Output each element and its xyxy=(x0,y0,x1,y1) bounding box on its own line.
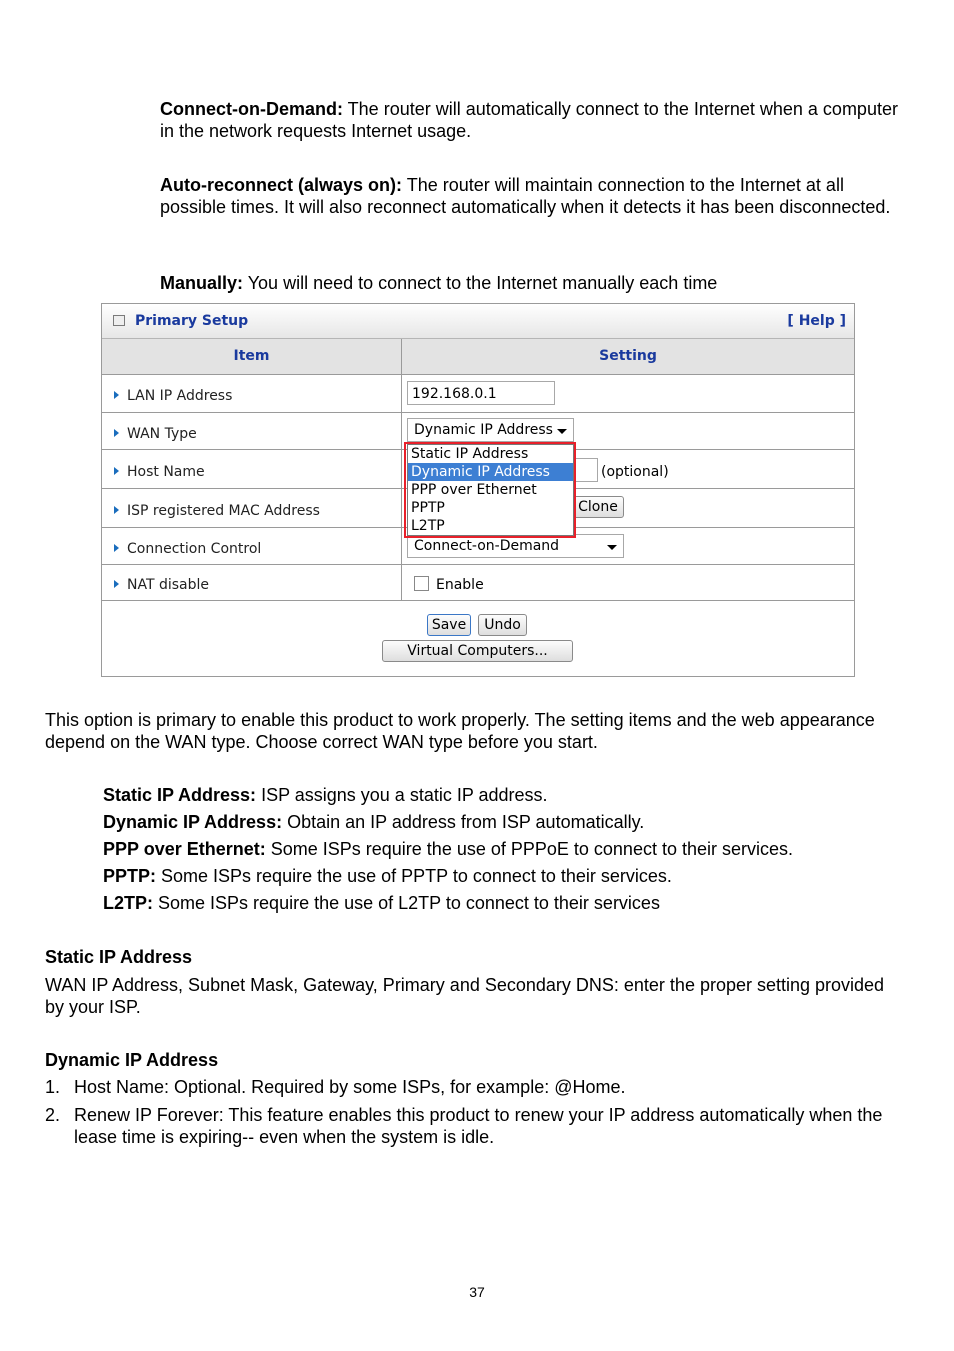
row-label-mac: ISP registered MAC Address xyxy=(114,503,320,519)
type-term: PPP over Ethernet: xyxy=(103,839,266,859)
arrow-right-icon xyxy=(114,467,119,475)
type-text: Some ISPs require the use of PPTP to connect to their services. xyxy=(156,866,672,886)
optional-note: (optional) xyxy=(601,464,669,480)
column-divider xyxy=(401,339,402,601)
type-text: Obtain an IP address from ISP automatically. xyxy=(282,812,645,832)
type-l2tp xyxy=(103,892,903,914)
type-static xyxy=(103,784,903,806)
panel-box-icon xyxy=(113,315,125,326)
type-text: Some ISPs require the use of L2TP to connect to their services xyxy=(153,893,660,913)
arrow-right-icon xyxy=(114,391,119,399)
arrow-right-icon xyxy=(114,429,119,437)
mode-auto-reconnect xyxy=(160,174,900,218)
lan-ip-input[interactable]: 192.168.0.1 xyxy=(407,381,555,405)
row-label-lan-ip: LAN IP Address xyxy=(114,388,232,404)
wan-option-pptp[interactable]: PPTP xyxy=(411,500,445,516)
virtual-computers-button[interactable]: Virtual Computers... xyxy=(382,640,573,662)
mode-text: The router will maintain connection to the Internet at all possible times. It will also reconnect automatically when it detects it has been disconnected. xyxy=(160,175,891,217)
undo-button[interactable]: Undo xyxy=(478,614,527,636)
enable-label: Enable xyxy=(436,577,484,593)
list-item-text: Renew IP Forever: This feature enables this product to renew your IP address automatically when the lease time is expiring-- even when the system is idle. xyxy=(74,1105,883,1147)
static-heading: Static IP Address xyxy=(45,947,193,967)
row-label-nat: NAT disable xyxy=(114,577,209,593)
wan-type-select[interactable]: Dynamic IP Address xyxy=(407,418,574,442)
nat-disable-checkbox[interactable] xyxy=(414,576,429,591)
type-pppoe xyxy=(103,838,903,860)
panel-title: Primary Setup xyxy=(135,313,249,329)
column-header-item: Item xyxy=(102,339,401,375)
save-button[interactable]: Save xyxy=(427,614,471,636)
type-term: L2TP: xyxy=(103,893,154,913)
type-pptp xyxy=(103,865,903,887)
help-link[interactable]: [ Help ] xyxy=(787,313,846,329)
chevron-down-icon xyxy=(557,429,567,434)
list-item-number: 1. xyxy=(45,1077,61,1097)
mode-text: The router will automatically connect to the Internet when a computer in the network requests Internet usage. xyxy=(160,99,898,141)
mode-term: Auto-reconnect (always on): xyxy=(160,175,403,195)
row-label-connection-control: Connection Control xyxy=(114,541,261,557)
mode-connect-on-demand xyxy=(160,98,900,142)
type-term: Dynamic IP Address: xyxy=(103,812,283,832)
wan-option-dynamic[interactable]: Dynamic IP Address xyxy=(408,463,573,481)
list-item-text: Host Name: Optional. Required by some ISPs, for example: @Home. xyxy=(74,1077,626,1097)
mode-manually xyxy=(160,272,900,294)
page-number: 37 xyxy=(469,1284,485,1300)
row-divider xyxy=(102,564,854,565)
arrow-right-icon xyxy=(114,544,119,552)
row-divider xyxy=(102,412,854,413)
dynamic-heading: Dynamic IP Address xyxy=(45,1050,219,1070)
mode-term: Connect-on-Demand: xyxy=(160,99,343,119)
static-body: WAN IP Address, Subnet Mask, Gateway, Primary and Secondary DNS: enter the proper setting provided by your ISP. xyxy=(45,975,885,1017)
type-term: PPTP: xyxy=(103,866,157,886)
connection-control-select[interactable]: Connect-on-Demand xyxy=(407,534,624,558)
row-label-host-name: Host Name xyxy=(114,464,205,480)
wan-option-static[interactable]: Static IP Address xyxy=(411,446,529,462)
arrow-right-icon xyxy=(114,580,119,588)
arrow-right-icon xyxy=(114,506,119,514)
row-divider xyxy=(102,600,854,601)
list-item-number: 2. xyxy=(45,1105,61,1125)
clone-button[interactable]: Clone xyxy=(572,496,624,518)
intro-paragraph: This option is primary to enable this product to work properly. The setting items and the web appearance depend on the WAN type. Choose correct WAN type before you start. xyxy=(45,710,875,752)
panel-header xyxy=(102,304,854,339)
chevron-down-icon xyxy=(607,545,617,550)
wan-option-pppoe[interactable]: PPP over Ethernet xyxy=(411,482,537,498)
highlight-box xyxy=(404,442,576,538)
type-text: Some ISPs require the use of PPPoE to connect to their services. xyxy=(265,839,793,859)
type-term: Static IP Address: xyxy=(103,785,257,805)
column-header-setting: Setting xyxy=(402,339,854,375)
row-label-wan-type: WAN Type xyxy=(114,426,197,442)
mode-term: Manually: xyxy=(160,273,244,293)
primary-setup-panel xyxy=(101,303,855,677)
wan-option-l2tp[interactable]: L2TP xyxy=(411,518,445,534)
type-dynamic xyxy=(103,811,903,833)
mode-text: You will need to connect to the Internet manually each time xyxy=(243,273,718,293)
type-text: ISP assigns you a static IP address. xyxy=(256,785,548,805)
